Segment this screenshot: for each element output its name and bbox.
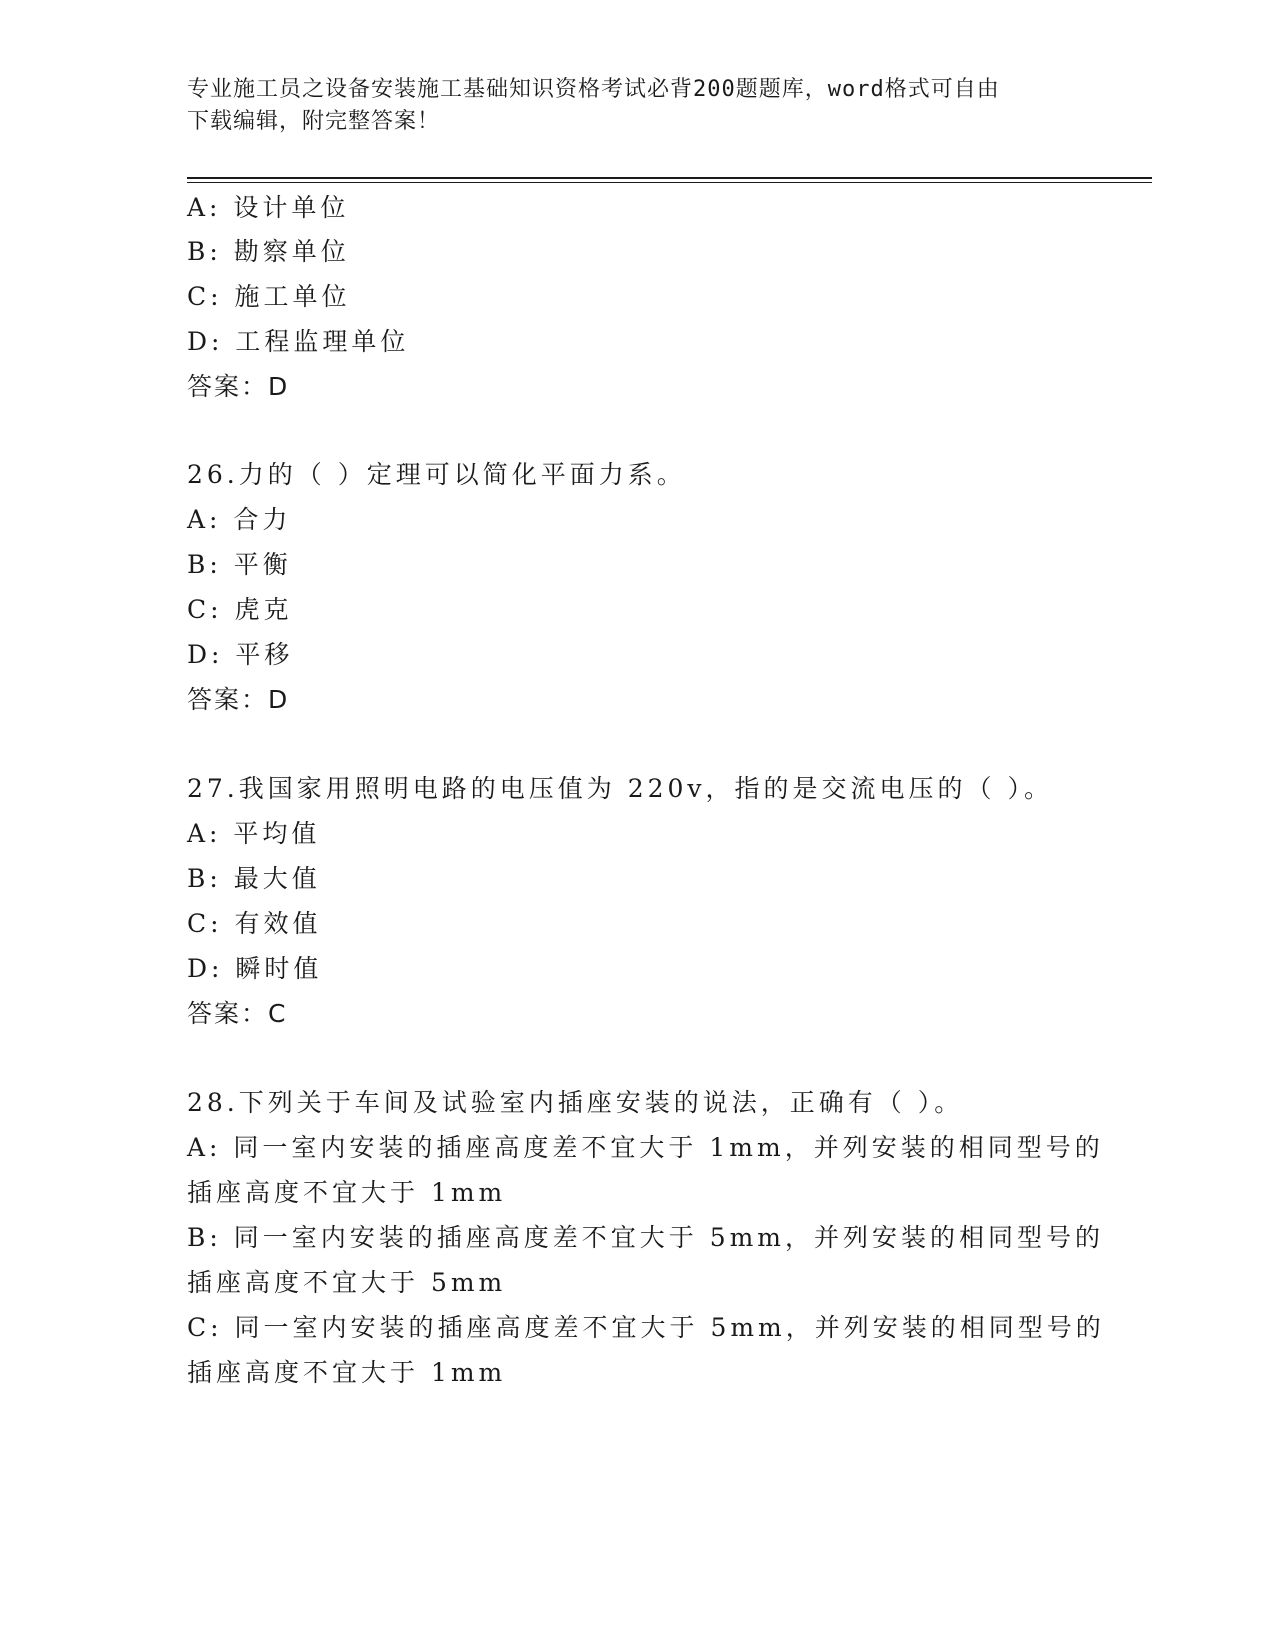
q25-option-b: B: 勘察单位 xyxy=(187,237,350,266)
q25-option-d: D: 工程监理单位 xyxy=(187,327,410,356)
q26-option-d: D: 平移 xyxy=(187,640,294,669)
q26-answer: 答案：D xyxy=(187,685,290,714)
q26-option-b: B: 平衡 xyxy=(187,550,292,579)
q26-option-a: A: 合力 xyxy=(187,505,292,534)
header-divider-thick xyxy=(187,177,1152,179)
header-divider-thin xyxy=(187,182,1152,183)
document-header xyxy=(187,74,1067,138)
header-line-2: 下载编辑，附完整答案！ xyxy=(187,109,441,134)
q28-option-a-line-2: 插座高度不宜大于 1mm xyxy=(187,1178,507,1207)
q28-question: 28.下列关于车间及试验室内插座安装的说法，正确有（ ）。 xyxy=(187,1088,964,1117)
q27-option-c: C: 有效值 xyxy=(187,909,322,938)
q26-question: 26.力的（ ）定理可以简化平面力系。 xyxy=(187,460,686,489)
q28-option-a-line-1: A: 同一室内安装的插座高度差不宜大于 1mm，并列安装的相同型号的 xyxy=(187,1133,1104,1162)
q27-option-a: A: 平均值 xyxy=(187,819,321,848)
q28-option-c-line-1: C: 同一室内安装的插座高度差不宜大于 5mm，并列安装的相同型号的 xyxy=(187,1313,1105,1342)
q27-option-b: B: 最大值 xyxy=(187,864,321,893)
header-line-1: 专业施工员之设备安装施工基础知识资格考试必背200题题库，word格式可自由 xyxy=(187,77,1000,102)
q25-answer: 答案：D xyxy=(187,372,290,401)
q27-answer: 答案：C xyxy=(187,999,288,1028)
q26-option-c: C: 虎克 xyxy=(187,595,293,624)
q28-option-c-line-2: 插座高度不宜大于 1mm xyxy=(187,1358,507,1387)
q25-option-c: C: 施工单位 xyxy=(187,282,351,311)
q28-option-b-line-1: B: 同一室内安装的插座高度差不宜大于 5mm，并列安装的相同型号的 xyxy=(187,1223,1105,1252)
q27-option-d: D: 瞬时值 xyxy=(187,954,323,983)
q27-question: 27.我国家用照明电路的电压值为 220v，指的是交流电压的（ ）。 xyxy=(187,774,1053,803)
q25-option-a: A: 设计单位 xyxy=(187,193,350,222)
q28-option-b-line-2: 插座高度不宜大于 5mm xyxy=(187,1268,507,1297)
